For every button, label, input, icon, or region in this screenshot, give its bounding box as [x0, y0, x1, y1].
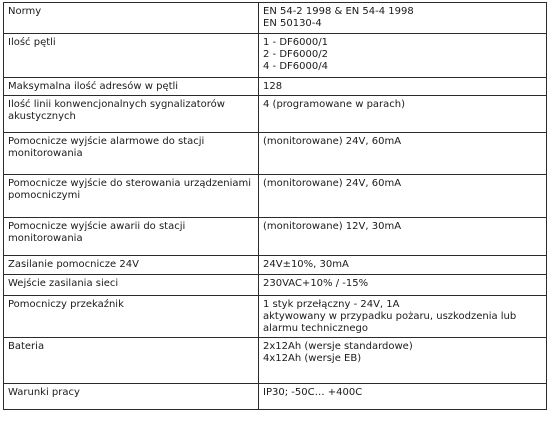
value-cell — [259, 218, 547, 256]
value-line: EN 50130-4 — [263, 18, 322, 29]
value-line: IP30; -50C… +400C — [263, 387, 363, 398]
param-label: Ilość linii konwencjonalnych sygnalizatorów akustycznych — [8, 99, 225, 122]
value-line: 1 - DF6000/1 — [263, 37, 328, 48]
value-cell — [259, 96, 547, 133]
value-line: 4x12Ah (wersje EB) — [263, 353, 362, 364]
param-label: Bateria — [8, 341, 45, 352]
table-row — [4, 384, 547, 410]
spec-table — [3, 2, 547, 410]
param-label: Pomocnicze wyjście awarii do stacji monitorowania — [8, 221, 186, 244]
value-cell — [259, 384, 547, 410]
table-row — [4, 175, 547, 218]
table-row — [4, 218, 547, 256]
value-cell — [259, 338, 547, 384]
value-cell — [259, 133, 547, 175]
param-cell — [4, 175, 259, 218]
param-label: Warunki pracy — [8, 387, 80, 398]
table-row — [4, 338, 547, 384]
param-cell — [4, 384, 259, 410]
value-line: 4 - DF6000/4 — [263, 61, 328, 72]
table-row — [4, 275, 547, 296]
param-label: Pomocniczy przekaźnik — [8, 299, 124, 310]
value-line: 1 styk przełączny - 24V, 1A — [263, 299, 400, 310]
param-label: Maksymalna ilość adresów w pętli — [8, 81, 179, 92]
param-cell — [4, 218, 259, 256]
param-cell — [4, 34, 259, 78]
value-cell — [259, 78, 547, 96]
param-cell — [4, 256, 259, 275]
param-label: Zasilanie pomocnicze 24V — [8, 259, 139, 270]
param-cell — [4, 296, 259, 338]
table-row — [4, 96, 547, 133]
param-label: Ilość pętli — [8, 37, 56, 48]
table-row — [4, 78, 547, 96]
value-cell — [259, 34, 547, 78]
value-line: alarmu technicznego — [263, 323, 368, 334]
table-row — [4, 256, 547, 275]
param-cell — [4, 338, 259, 384]
table-row — [4, 133, 547, 175]
param-label: Pomocnicze wyjście do sterowania urządzeniami pomocniczymi — [8, 178, 252, 201]
value-line: (monitorowane) 24V, 60mA — [263, 136, 402, 147]
value-line: 24V±10%, 30mA — [263, 259, 349, 270]
param-cell — [4, 3, 259, 34]
param-cell — [4, 96, 259, 133]
value-line: 2 - DF6000/2 — [263, 49, 328, 60]
value-line: EN 54-2 1998 & EN 54-4 1998 — [263, 6, 414, 17]
param-label: Normy — [8, 6, 42, 17]
param-cell — [4, 78, 259, 96]
value-line: 4 (programowane w parach) — [263, 99, 406, 110]
value-cell — [259, 275, 547, 296]
value-line: 128 — [263, 81, 283, 92]
value-line: (monitorowane) 24V, 60mA — [263, 178, 402, 189]
table-row — [4, 296, 547, 338]
table-row — [4, 34, 547, 78]
param-cell — [4, 133, 259, 175]
table-row — [4, 3, 547, 34]
value-cell — [259, 256, 547, 275]
value-cell — [259, 175, 547, 218]
param-label: Wejście zasilania sieci — [8, 278, 119, 289]
value-line: aktywowany w przypadku pożaru, uszkodzenia lub — [263, 311, 517, 322]
value-line: 230VAC+10% / -15% — [263, 278, 369, 289]
value-cell — [259, 296, 547, 338]
value-line: (monitorowane) 12V, 30mA — [263, 221, 402, 232]
param-cell — [4, 275, 259, 296]
value-line: 2x12Ah (wersje standardowe) — [263, 341, 413, 352]
param-label: Pomocnicze wyjście alarmowe do stacji monitorowania — [8, 136, 205, 159]
value-cell — [259, 3, 547, 34]
